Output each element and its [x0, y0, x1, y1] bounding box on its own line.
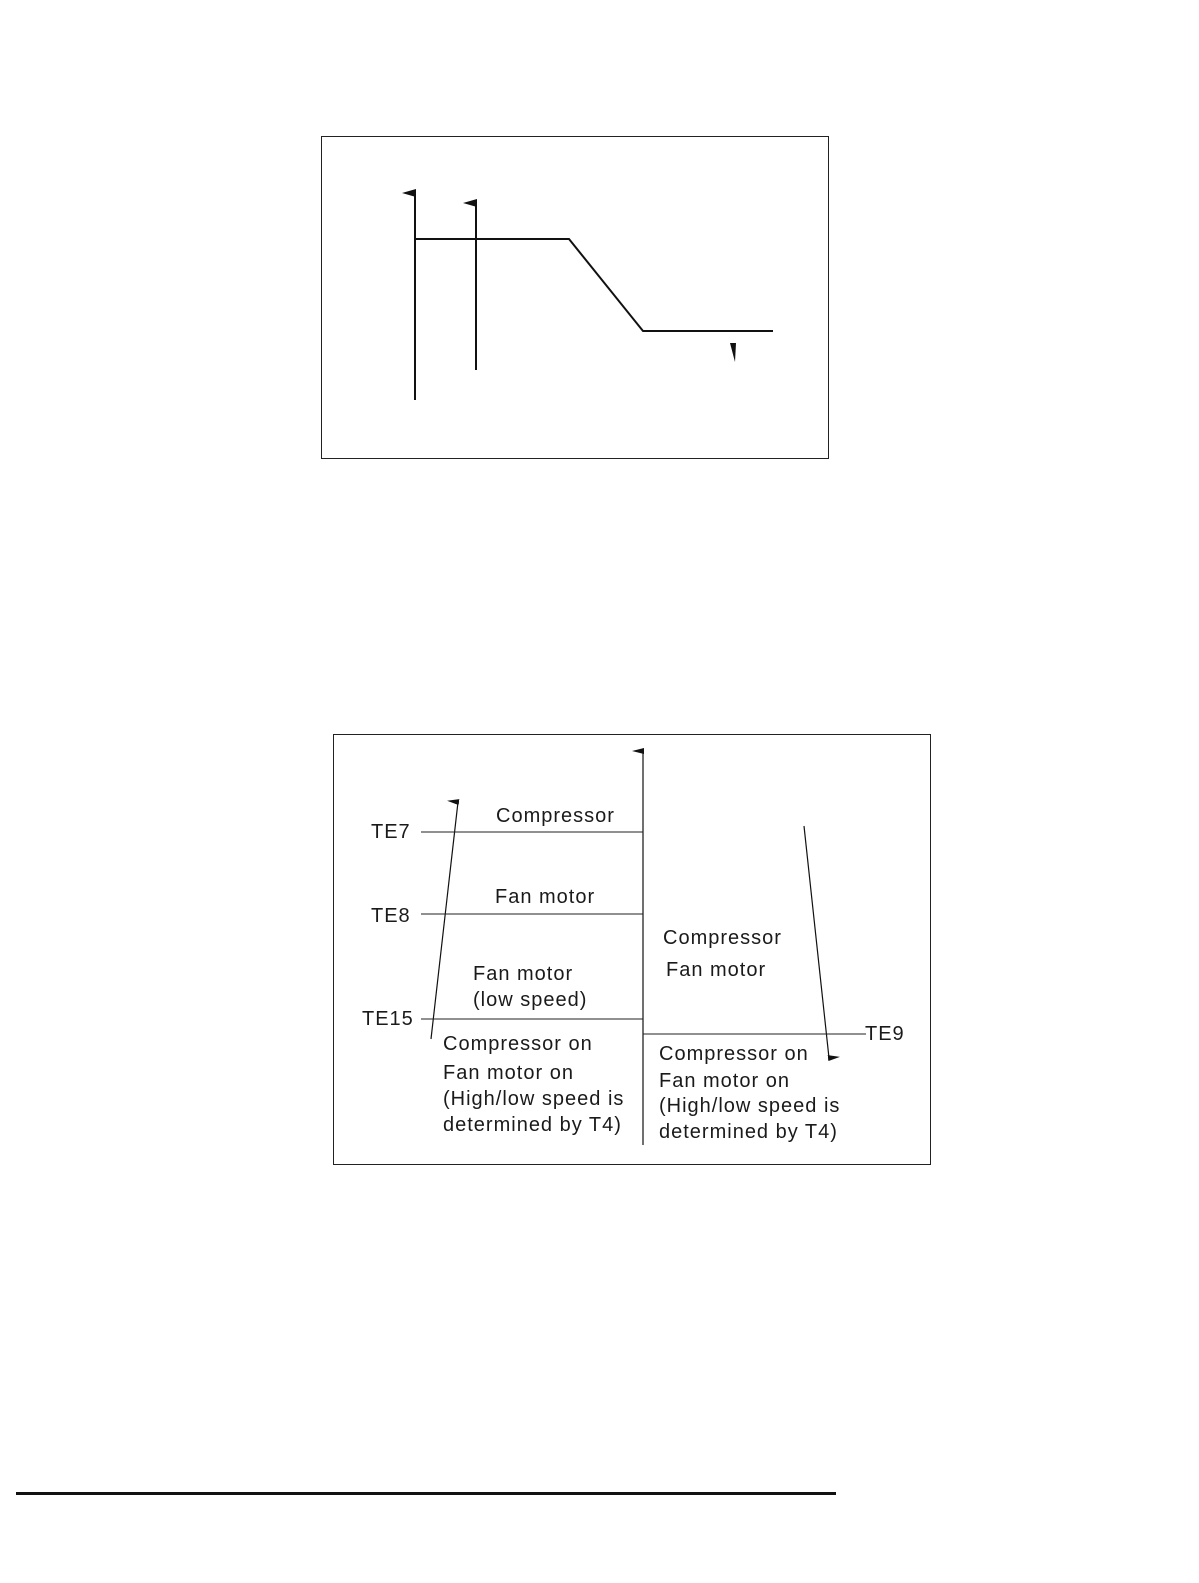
zone-right-bottom-line4: determined by T4) — [659, 1121, 838, 1143]
zone-right-bottom-line1: Compressor on — [659, 1043, 809, 1065]
zone-right-bottom-line3: (High/low speed is — [659, 1095, 841, 1117]
te8-label: TE8 — [371, 905, 411, 927]
zone-fan-motor-label: Fan motor — [495, 886, 596, 908]
falling-temperature-arrow — [804, 826, 829, 1058]
te-threshold-diagram — [333, 734, 931, 1165]
zone-fan-low-speed-line1: Fan motor — [473, 963, 574, 985]
zone-left-bottom-line4: determined by T4) — [443, 1114, 622, 1136]
zone-right-top-line1: Compressor — [663, 927, 782, 949]
zone-left-bottom-line1: Compressor on — [443, 1033, 593, 1055]
te-threshold-svg — [334, 735, 932, 1166]
zone-right-top-line2: Fan motor — [666, 959, 767, 981]
te9-label: TE9 — [865, 1023, 905, 1045]
curve-pointer-mark — [730, 343, 736, 362]
temperature-curve-svg — [322, 137, 830, 460]
temperature-curve-diagram — [321, 136, 829, 459]
page-footer-rule — [16, 1492, 836, 1495]
temperature-curve-line — [415, 239, 773, 331]
zone-left-bottom-line2: Fan motor on — [443, 1062, 574, 1084]
te15-label: TE15 — [362, 1008, 414, 1030]
zone-fan-low-speed-line2: (low speed) — [473, 989, 588, 1011]
te7-label: TE7 — [371, 821, 411, 843]
zone-right-bottom-line2: Fan motor on — [659, 1070, 790, 1092]
zone-left-bottom-line3: (High/low speed is — [443, 1088, 625, 1110]
zone-compressor-label: Compressor — [496, 805, 615, 827]
rising-temperature-arrow — [431, 802, 458, 1039]
